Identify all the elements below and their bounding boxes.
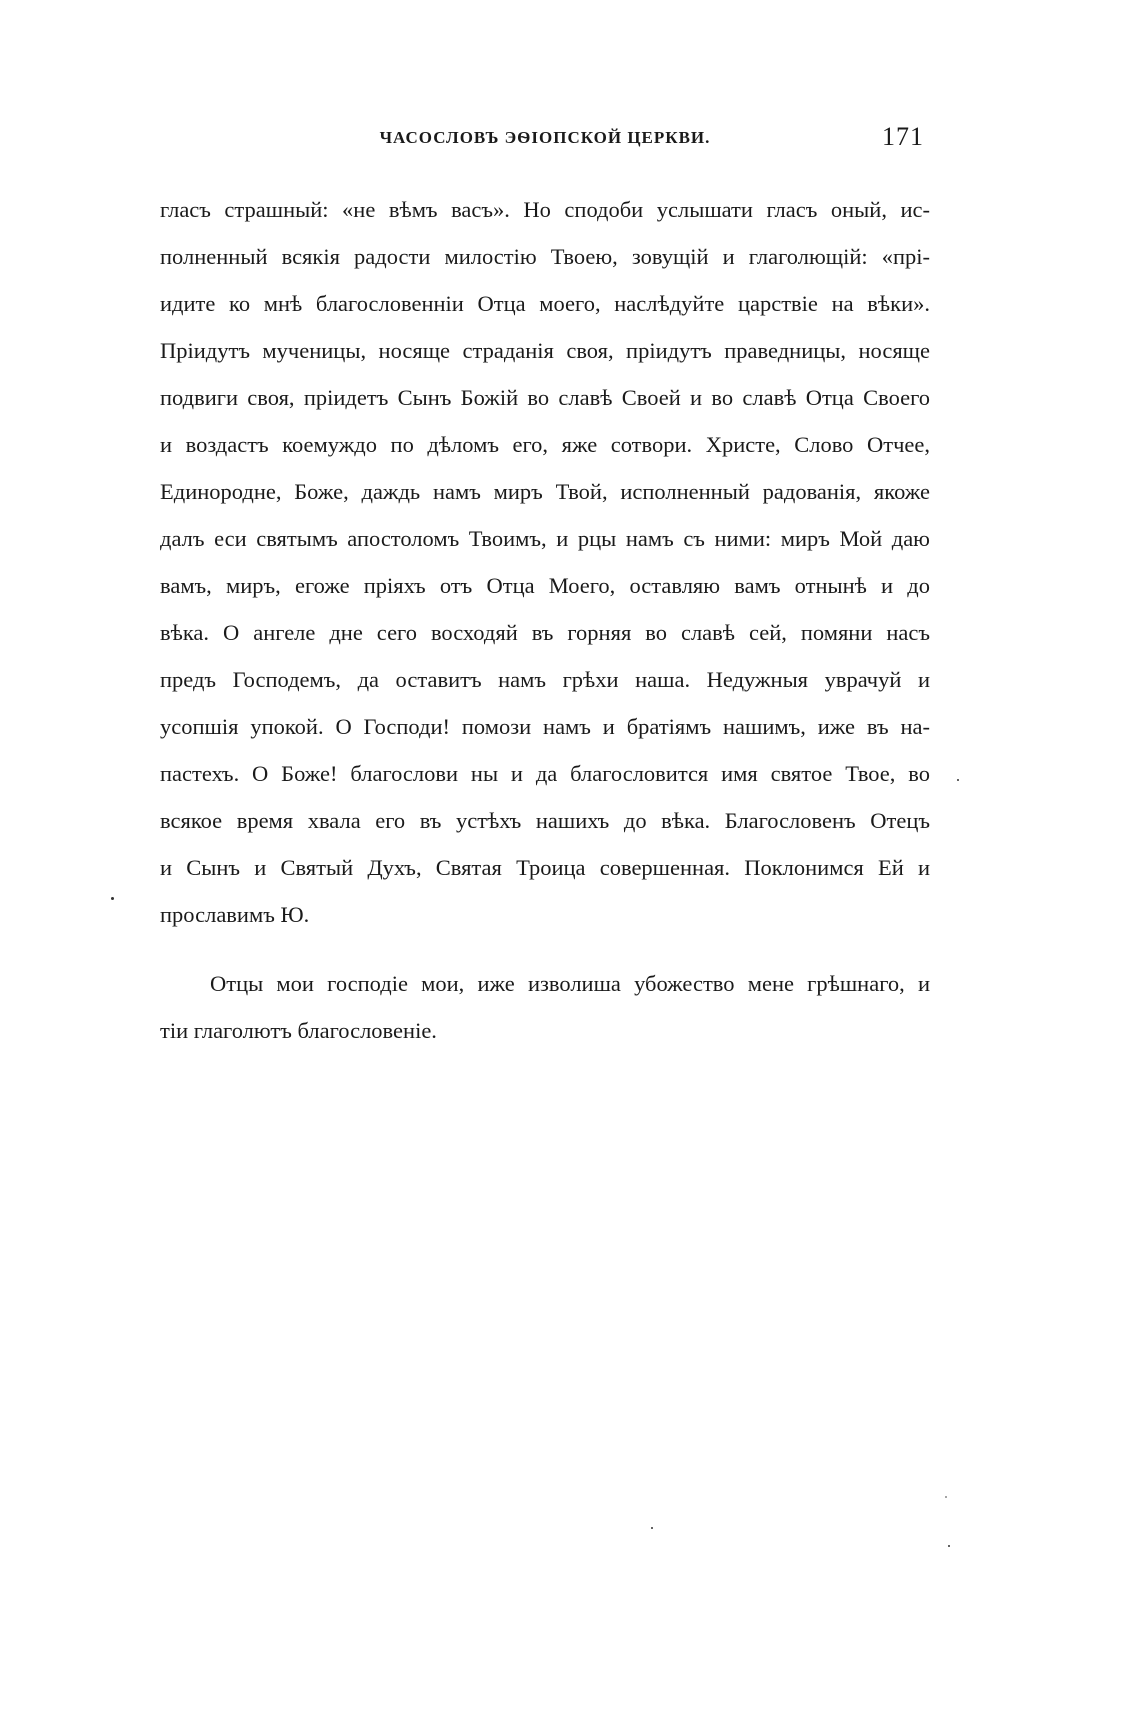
print-speck	[948, 1545, 950, 1547]
text-line: Единородне, Боже, даждь намъ миръ Твой, исполненный радованія, якоже	[160, 479, 930, 504]
text-line: Пріидутъ мученицы, носяще страданія своя, пріидутъ праведницы, носяще	[160, 338, 930, 363]
text-line: вамъ, миръ, егоже пріяхъ отъ Отца Моего, оставляю вамъ отнынѣ и до	[160, 573, 930, 598]
text-line: вѣка. О ангеле дне сего восходяй въ горняя во славѣ сей, помяни насъ	[160, 620, 930, 645]
text-line: гласъ страшный: «не вѣмъ васъ». Но сподоби услышати гласъ оный, ис-	[160, 197, 930, 222]
paragraph-2	[160, 960, 930, 1054]
text-line: предъ Господемъ, да оставитъ намъ грѣхи наша. Недужныя уврачуй и	[160, 667, 930, 692]
text-line: всякое время хвала его въ устѣхъ нашихъ до вѣка. Благословенъ Отецъ	[160, 808, 930, 833]
text-line: Отцы мои господіе мои, иже изволиша убожество мене грѣшнаго, и	[210, 971, 930, 996]
text-line: полненный всякія радости милостію Твоею, зовущій и глаголющій: «прі-	[160, 244, 930, 269]
print-speck	[111, 897, 114, 900]
text-line: пастехъ. О Боже! благослови ны и да благословится имя святое Твое, во	[160, 761, 930, 786]
text-line: подвиги своя, пріидетъ Сынъ Божій во славѣ Своей и во славѣ Отца Своего	[160, 385, 930, 410]
text-line: усопшія упокой. О Господи! помози намъ и братіямъ нашимъ, иже въ на-	[160, 714, 930, 739]
print-speck	[945, 1496, 947, 1498]
text-line: прославимъ Ю.	[160, 902, 310, 927]
text-line: далъ еси святымъ апостоломъ Твоимъ, и рцы намъ съ ними: миръ Мой даю	[160, 526, 930, 551]
text-line: идите ко мнѣ благословенніи Отца моего, наслѣдуйте царствіе на вѣки».	[160, 291, 930, 316]
running-head	[160, 122, 930, 162]
text-line: тіи глаголютъ благословеніе.	[160, 1018, 437, 1043]
text-line: и воздастъ коемуждо по дѣломъ его, яже сотвори. Христе, Слово Отчее,	[160, 432, 930, 457]
text-line: и Сынъ и Святый Духъ, Святая Троица совершенная. Поклонимся Ей и	[160, 855, 930, 880]
body-text	[160, 186, 930, 1054]
running-title: ЧАСОСЛОВЪ ЭѲІОПСКОЙ ЦЕРКВИ.	[379, 128, 711, 147]
page-number: 171	[882, 122, 924, 151]
paragraph-1	[160, 186, 930, 938]
print-speck	[651, 1527, 653, 1529]
print-speck	[957, 779, 959, 781]
